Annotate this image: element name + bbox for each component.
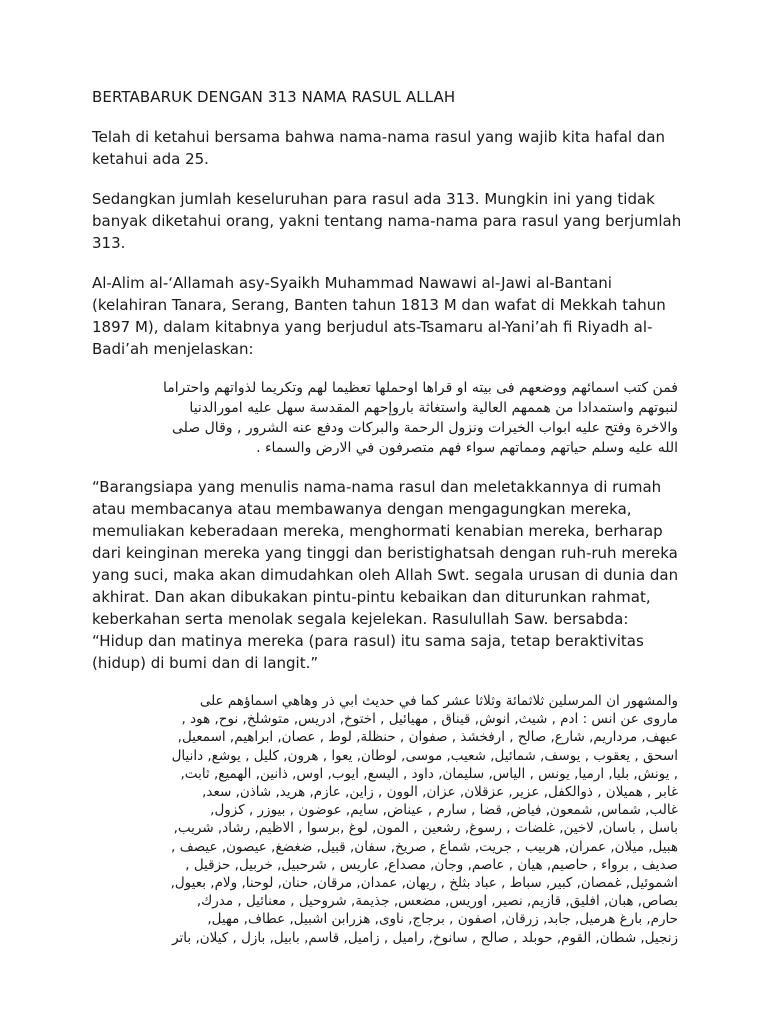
arabic-names-line: غابر , هميلان , ذوالكفل, عزير, عزقلان, عزان, الوون , زاين, عازم, هريد, شاذن, سعد, xyxy=(202,784,678,801)
arabic-quote-line: فمن كتب اسمائهم ووضعهم فى بيته او قراها اوحملها تعظيما لهم وتكريما لذواتهم واحتراما xyxy=(162,380,678,396)
arabic-names-line: زنجيل, شطان, القوم, حوبلد , صالح , سانوخ, راميل , زاميل, قاسم, بابيل, بازل , كيلان, باتر xyxy=(172,929,678,946)
intro-paragraph: Telah di ketahui bersama bahwa nama-nama rasul yang wajib kita hafal dan ketahui ada 25. xyxy=(92,128,666,168)
arabic-names-line: غالب, شماس, شمعون, فياض, قضا , سارم , عيناض, سايم, عوضون , بيوزر , كزول, xyxy=(210,802,678,819)
arabic-quote-line: الله عليه وسلم حياتهم ومماتهم سواء فهم متصرفون في الارض والسماء . xyxy=(256,440,678,456)
arabic-names-line: هبيل, ميلان, عمران, هربيب , جريت, شماع , صريخ, سفان, قبيل, ضغضغ, عيصون, عيصف , xyxy=(171,838,678,855)
arabic-quote-line: لنبوتهم واستمدادا من هممهم العالية واستغاثة باروإحهم المقدسة سهل عليه امورالدنيا xyxy=(189,400,678,416)
document-title: BERTABARUK DENGAN 313 NAMA RASUL ALLAH xyxy=(92,88,456,106)
arabic-names-line: اشموئيل, غمصان, كبير, سباط , عباد بثلخ , ريهان, عمدان, مرقان, حنان, لوحنا, ولام, بعيول, xyxy=(170,875,678,892)
arabic-quote-line: والاخرة وفتح عليه ابواب الخيرات ونزول الرحمة والبركات ودفع عنه الشرور , وقال صلى xyxy=(171,420,678,436)
arabic-names-list xyxy=(92,692,682,947)
arabic-names-line: ماروى عن انس : ادم , شيث, انوش, قيناق , مهيائيل , اختوخ, ادريس, متوشلخ, نوح, هود , xyxy=(181,711,678,728)
arabic-quote xyxy=(92,378,682,458)
count-paragraph: Sedangkan jumlah keseluruhan para rasul ada 313. Mungkin ini yang tidak banyak diketahui orang, yakni tentang nama-nama para rasul yang berjumlah 313. xyxy=(92,190,682,252)
arabic-names-line: , يونش, بليا, ارميا, يونس , الياس, سليمان, داود , اليسع, ايوب, اوس, ذانين, الهميع, ثابت, xyxy=(180,765,678,782)
arabic-names-line: باسل , باسان, لاخين, غلضات , رسوغ, رشعين , المون, لوغ ,برسوا , الاظيم, رشاد, شريب, xyxy=(173,820,678,837)
arabic-names-line: عبهف, مرداريم, شارع, صالح , ارفخشذ , صفوان , حنظلة, لوط , عصان, ابراهيم, اسمعيل, xyxy=(177,729,678,746)
arabic-names-line: صديف , برواء , حاصيم, هيان , عاصم, وجان, مصداع, عاريس , شرحبيل, خربيل, حزقيل , xyxy=(185,856,678,873)
source-paragraph: Al-Alim al-‘Allamah asy-Syaikh Muhammad Nawawi al-Jawi al-Bantani (kelahiran Tanara, Serang, Banten tahun 1813 M dan wafat di Mekkah tahun 1897 M), dalam kitabnya yang berjudul ats-Tsamaru al-Yani’ah fi Riyadh al-Badi’ah menjelaskan: xyxy=(92,274,666,358)
arabic-names-line: بصاص, هبان, افليق, قازيم, نصير, اوريس, مضعس, جذيمة, شروحيل , معنائيل , مدرك, xyxy=(196,893,678,910)
translation-paragraph: “Barangsiapa yang menulis nama-nama rasul dan meletakkannya di rumah atau membacanya atau membawanya dengan mengagungkan mereka, memuliakan keberadaan mereka, menghormati kenabian mereka, berharap dari keinginan mereka yang tinggi dan beristighatsah dengan ruh-ruh mereka yang suci, maka akan dimudahkan oleh Allah Swt. segala urusan di dunia dan akhirat. Dan akan dibukakan pintu-pintu kebaikan dan diturunkan rahmat, keberkahan serta menolak segala kejelekan. Rasulullah Saw. bersabda: “Hidup dan matinya mereka (para rasul) itu sama saja, tetap beraktivitas (hidup) di bumi dan di langit.” xyxy=(92,478,679,672)
document-page xyxy=(92,86,682,965)
arabic-names-line: حارم, بارغ هرميل, جابد, زرقان, اصفون , برجاج, ناوى, هزرابن اشبيل, عطاف, مهيل, xyxy=(207,911,678,928)
arabic-names-line: والمشهور ان المرسلين ثلاثمائة وثلاثا عشر كما في حديث ابي ذر وهاهي اسماؤهم على xyxy=(199,693,678,709)
arabic-names-line: اسحق , يعقوب , يوسف, شمائيل, شعيب, موسى, لوطان, يعوا , هرون, كليل , يوشع, دانيال xyxy=(171,747,678,764)
